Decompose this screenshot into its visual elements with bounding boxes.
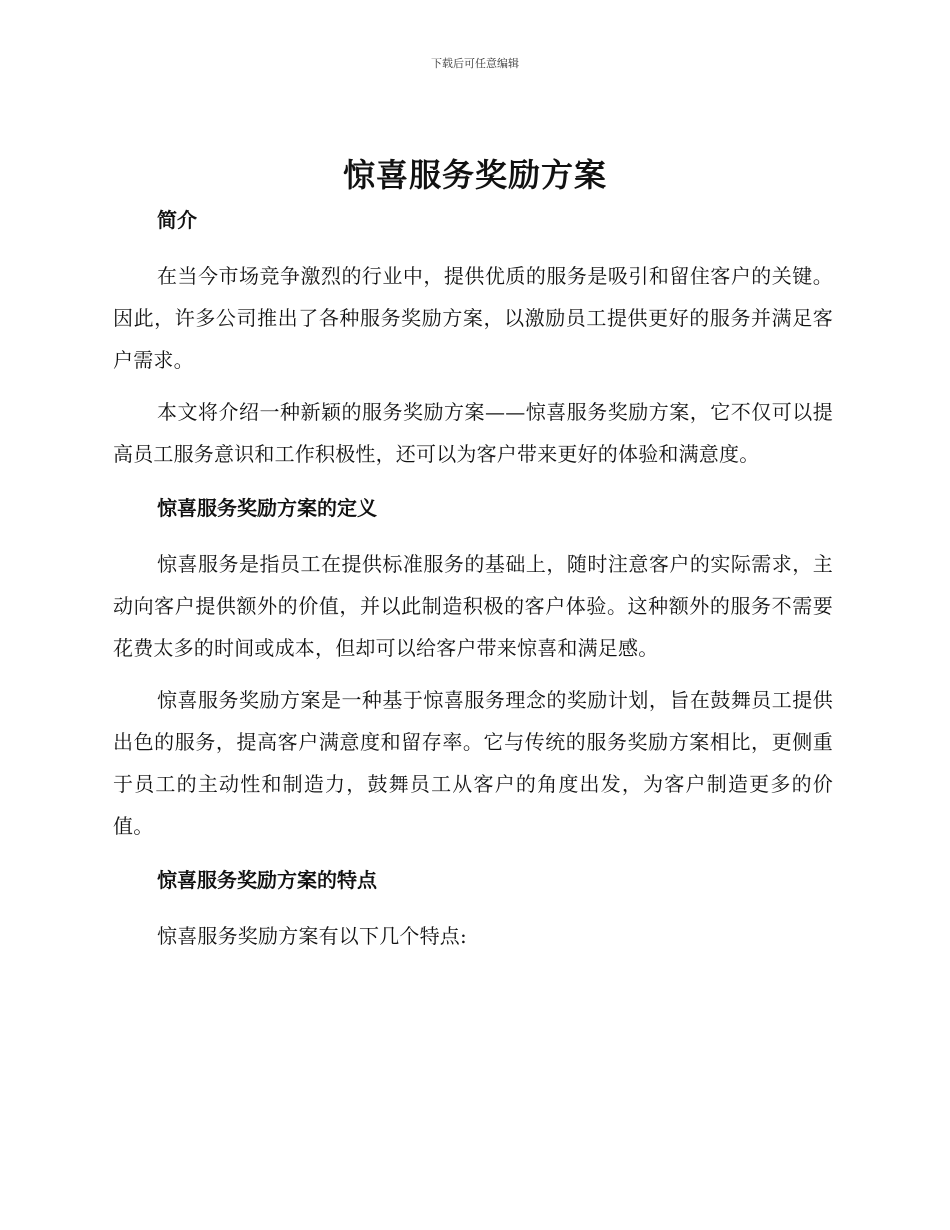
- document-body: [113, 205, 833, 967]
- paragraph: 本文将介绍一种新颖的服务奖励方案——惊喜服务奖励方案，它不仅可以提高员工服务意识和工作积极性，还可以为客户带来更好的体验和满意度。: [113, 400, 833, 466]
- paragraph: 在当今市场竞争激烈的行业中，提供优质的服务是吸引和留住客户的关键。因此，许多公司推出了各种服务奖励方案，以激励员工提供更好的服务并满足客户需求。: [113, 264, 833, 372]
- document-title: 惊喜服务奖励方案: [342, 156, 607, 194]
- paragraph: 惊喜服务奖励方案有以下几个特点:: [157, 924, 467, 948]
- section-heading-definition: 惊喜服务奖励方案的定义: [157, 496, 377, 520]
- section-heading-intro: 简介: [157, 208, 197, 232]
- paragraph: 惊喜服务奖励方案是一种基于惊喜服务理念的奖励计划，旨在鼓舞员工提供出色的服务，提高客户满意度和留存率。它与传统的服务奖励方案相比，更侧重于员工的主动性和制造力，鼓舞员工从客户的角度出发，为客户制造更多的价值。: [113, 688, 833, 838]
- page-header-note: 下载后可任意编辑: [431, 57, 519, 70]
- section-heading-features: 惊喜服务奖励方案的特点: [157, 868, 377, 892]
- paragraph: 惊喜服务是指员工在提供标准服务的基础上，随时注意客户的实际需求，主动向客户提供额外的价值，并以此制造积极的客户体验。这种额外的服务不需要花费太多的时间或成本，但却可以给客户带来惊喜和满足感。: [113, 552, 833, 660]
